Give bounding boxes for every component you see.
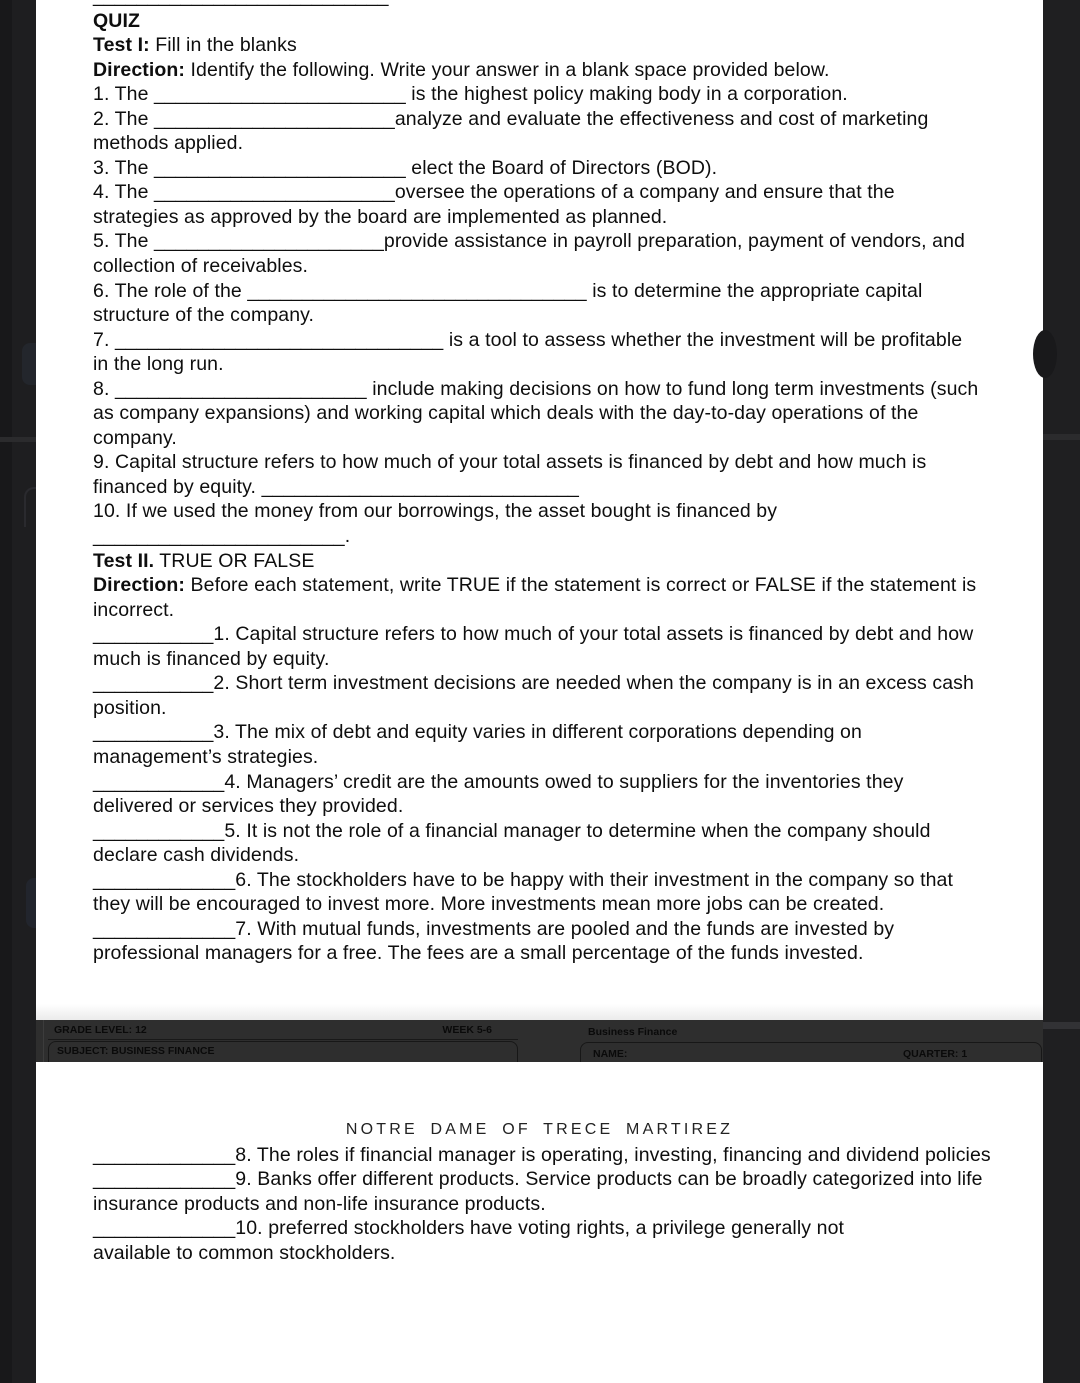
document-line: methods applied. <box>93 132 244 155</box>
page-corner-artifact <box>1033 330 1057 378</box>
page-2-dimmed-header[interactable] <box>36 1020 1043 1062</box>
document-line: they will be encouraged to invest more. More investments mean more jobs can be created. <box>93 893 885 916</box>
document-line: position. <box>93 696 167 719</box>
document-line: Test II. TRUE OR FALSE <box>93 549 315 572</box>
document-line: as company expansions) and working capital which deals with the day-to-day operations of the <box>93 402 919 425</box>
document-line: ___________3. The mix of debt and equity varies in different corporations depending on <box>93 721 862 744</box>
document-line: strategies as approved by the board are implemented as planned. <box>93 205 668 228</box>
document-line: in the long run. <box>93 353 224 376</box>
document-line: 4. The ______________________oversee the operations of a company and ensure that the <box>93 181 895 204</box>
document-line: 5. The _____________________provide assistance in payroll preparation, payment of vendors, and <box>93 230 965 253</box>
document-line: 10. If we used the money from our borrowings, the asset bought is financed by <box>93 500 778 523</box>
page-gap-artifact <box>1043 1022 1080 1029</box>
school-name: NOTRE DAME OF TRECE MARTIREZ <box>345 1121 734 1138</box>
document-line: 1. The _______________________ is the highest policy making body in a corporation. <box>93 83 848 106</box>
subject-label: SUBJECT: BUSINESS FINANCE <box>57 1045 215 1057</box>
document-line: QUIZ <box>93 9 140 32</box>
document-line: declare cash dividends. <box>93 844 300 867</box>
document-line: Direction: Identify the following. Write your answer in a blank space provided below. <box>93 58 830 81</box>
quiz-page-1-text <box>93 0 1013 966</box>
document-line: available to common stockholders. <box>93 1241 396 1264</box>
page-gap-artifact <box>0 437 36 442</box>
week-label: WEEK 5-6 <box>442 1024 492 1036</box>
document-line: ___________2. Short term investment decisions are needed when the company is in an excess cash <box>93 672 974 695</box>
document-line: 3. The _______________________ elect the Board of Directors (BOD). <box>93 156 718 179</box>
course-title: Business Finance <box>588 1026 678 1038</box>
document-line: 8. _______________________ include making decisions on how to fund long term investments (such <box>93 377 979 400</box>
document-line: professional managers for a free. The fees are a small percentage of the funds invested. <box>93 942 864 965</box>
document-line: Test I: Fill in the blanks <box>93 34 297 57</box>
document-line: insurance products and non-life insurance products. <box>93 1192 546 1215</box>
page-gap-artifact <box>1043 434 1080 440</box>
document-line: management’s strategies. <box>93 745 319 768</box>
document-line: 6. The role of the _______________________________ is to determine the appropriate capital <box>93 279 923 302</box>
page-2-edge <box>43 1020 44 1062</box>
name-label: NAME: <box>593 1048 628 1060</box>
document-line: structure of the company. <box>93 304 315 327</box>
document-line: 2. The ______________________analyze and evaluate the effectiveness and cost of marketing <box>93 107 929 130</box>
document-line: incorrect. <box>93 598 175 621</box>
document-line: ___________1. Capital structure refers to how much of your total assets is financed by debt and how <box>93 623 974 646</box>
document-line: _____________9. Banks offer different products. Service products can be broadly categorized into life <box>93 1168 983 1191</box>
document-line: Direction: Before each statement, write TRUE if the statement is correct or FALSE if the statement is <box>93 574 977 597</box>
quiz-page-1[interactable] <box>36 0 1043 1020</box>
document-line: company. <box>93 426 177 449</box>
grade-level-label: GRADE LEVEL: 12 <box>54 1024 147 1036</box>
document-line: _____________6. The stockholders have to be happy with their investment in the company so that <box>93 868 954 891</box>
quiz-page-2-text <box>93 1143 1013 1266</box>
document-line: _____________8. The roles if financial manager is operating, investing, financing and dividend policies <box>93 1143 991 1166</box>
document-line: 9. Capital structure refers to how much of your total assets is financed by debt and how much is <box>93 451 927 474</box>
document-line: _______________________. <box>93 525 351 548</box>
document-line <box>93 0 1013 9</box>
document-line: financed by equity. _____________________________ <box>93 475 579 498</box>
document-line: much is financed by equity. <box>93 647 330 670</box>
viewer-right-margin <box>1043 0 1080 1383</box>
quiz-page-2[interactable] <box>36 1062 1043 1383</box>
viewer-left-margin <box>0 0 36 1383</box>
document-line: _____________10. preferred stockholders have voting rights, a privilege generally not <box>93 1217 845 1240</box>
page-edge-artifact <box>26 878 36 928</box>
document-line: 7. ______________________________ is a tool to assess whether the investment will be profitable <box>93 328 963 351</box>
document-line: _____________7. With mutual funds, investments are pooled and the funds are invested by <box>93 917 895 940</box>
document-line: delivered or services they provided. <box>93 795 404 818</box>
document-line: ____________4. Managers’ credit are the amounts owed to suppliers for the inventories they <box>93 770 904 793</box>
document-line: collection of receivables. <box>93 255 309 278</box>
page-edge-artifact <box>22 343 36 385</box>
quarter-label: QUARTER: 1 <box>903 1048 968 1060</box>
document-line: ____________5. It is not the role of a financial manager to determine when the company should <box>93 819 931 842</box>
